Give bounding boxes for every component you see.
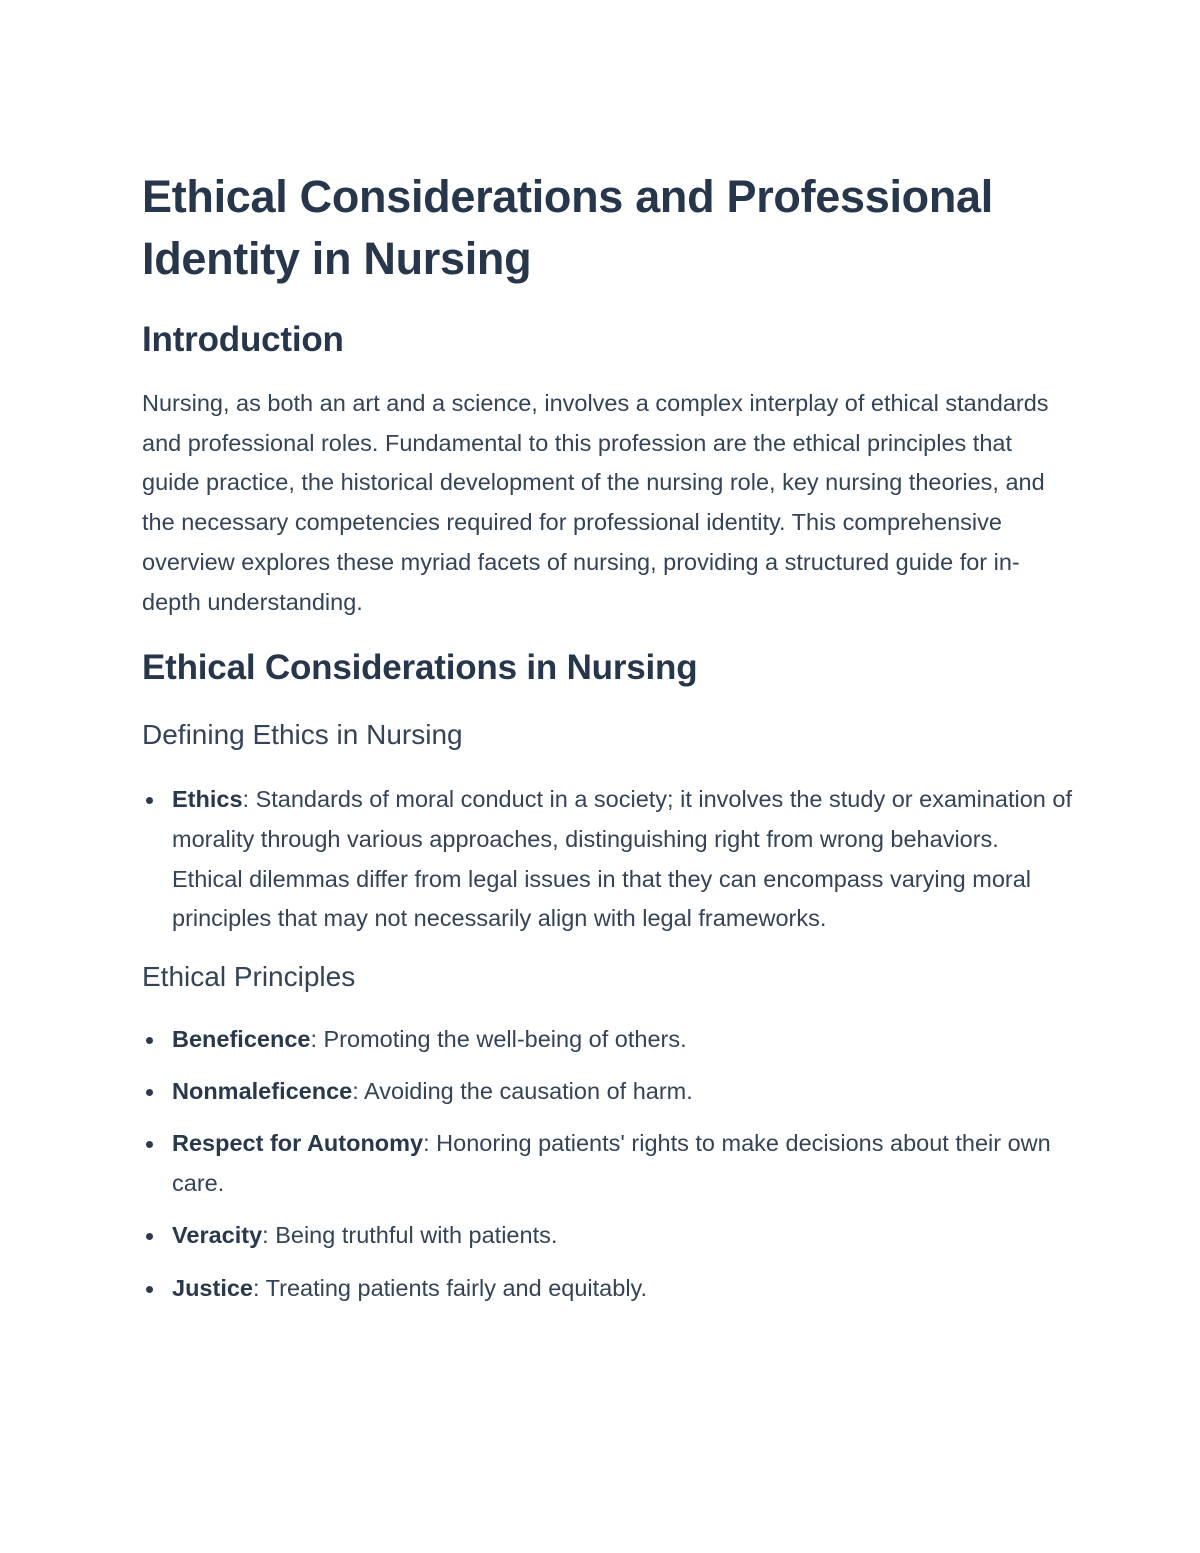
introduction-paragraph: Nursing, as both an art and a science, involves a complex interplay of ethical standards and professional roles. Fundamental to this profession are the ethical principles that guide practice, the historical development of the nursing role, key nursing theories, and the necessary competencies required for professional identity. This comprehensive overview explores these myriad facets of nursing, providing a structured guide for in-depth understanding. <box>142 390 1049 615</box>
ethical-principles-list <box>142 1020 1072 1308</box>
bullet-icon <box>146 1141 153 1148</box>
ethical-principles-heading: Ethical Principles <box>142 961 356 993</box>
defining-ethics-list <box>142 780 1072 939</box>
term-definition: : Promoting the well-being of others. <box>310 1026 687 1053</box>
bullet-icon <box>146 1089 153 1096</box>
term-definition: : Being truthful with patients. <box>262 1222 558 1249</box>
term-definition: : Avoiding the causation of harm. <box>352 1078 693 1105</box>
ethical-considerations-heading: Ethical Considerations in Nursing <box>142 648 698 688</box>
term-label: Veracity <box>172 1222 263 1249</box>
list-item <box>142 780 1072 939</box>
term-label: Nonmaleficence <box>172 1078 353 1105</box>
document-title: Ethical Considerations and Professional Identity in Nursing <box>142 171 993 284</box>
document-page <box>142 166 1072 1321</box>
term-definition: : Treating patients fairly and equitably. <box>253 1274 648 1301</box>
list-item <box>142 1124 1072 1203</box>
introduction-heading: Introduction <box>142 320 344 359</box>
bullet-icon <box>146 1037 153 1044</box>
term-definition: : Honoring patients' rights to make decisions about their own care. <box>172 1130 1051 1197</box>
list-item <box>142 1072 1072 1112</box>
bullet-icon <box>146 1286 153 1293</box>
term-label: Respect for Autonomy <box>172 1130 424 1157</box>
term-label: Ethics <box>172 786 243 813</box>
term-label: Justice <box>172 1274 253 1301</box>
list-item <box>142 1269 1072 1309</box>
term-definition: : Standards of moral conduct in a society; it involves the study or examination of morality through various approaches, distinguishing right from wrong behaviors. Ethical dilemmas differ from legal issues in that they can encompass varying moral principles that may not necessarily align with legal frameworks. <box>172 786 1072 932</box>
list-item <box>142 1020 1072 1060</box>
term-label: Beneficence <box>172 1026 311 1053</box>
list-item <box>142 1216 1072 1256</box>
bullet-icon <box>146 1233 153 1240</box>
defining-ethics-heading: Defining Ethics in Nursing <box>142 719 463 751</box>
bullet-icon <box>146 797 153 804</box>
